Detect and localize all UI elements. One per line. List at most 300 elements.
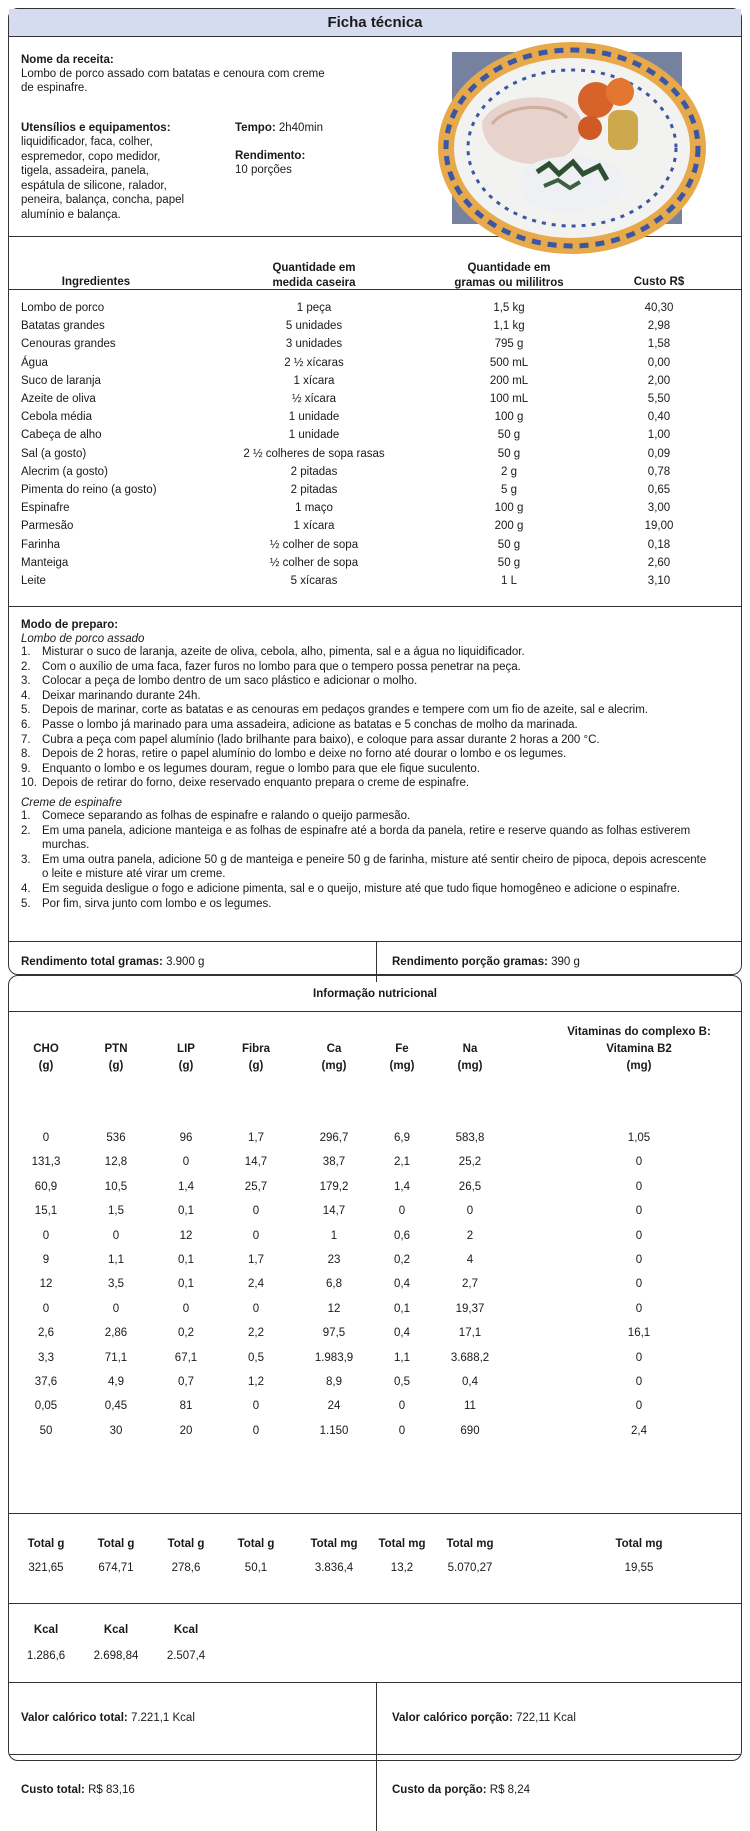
nutrient-value: 0,1 [178, 1205, 194, 1218]
nutrient-value: 296,7 [319, 1132, 349, 1144]
table-row [9, 335, 741, 353]
nutrient-value: 2,4 [631, 1424, 647, 1437]
nutrient-value: 25,7 [244, 1180, 268, 1193]
nutrient-unit: (mg) [321, 1060, 347, 1072]
table-row [9, 572, 741, 590]
nutrient-unit: (g) [38, 1060, 54, 1072]
nutrient-value: 1 [330, 1229, 338, 1242]
ingredient-grams: 2 g [501, 465, 517, 478]
recipe-name-line1: Lombo de porco assado com batatas e cenoura com creme [21, 68, 325, 80]
nutrient-value: 30 [109, 1424, 123, 1437]
section1-title: Lombo de porco assado [21, 633, 145, 645]
nutrient-value: 0,2 [394, 1254, 410, 1266]
table-row [9, 317, 741, 335]
table-row [9, 481, 741, 499]
nutrient-value: 0 [398, 1400, 406, 1413]
nutrient-value: 38,7 [322, 1156, 346, 1169]
ingredient-grams: 50 g [497, 556, 521, 569]
ingredient-name: Cebola média [21, 411, 92, 424]
nutrient-header [549, 1041, 729, 1075]
nutrient-value: 15,1 [34, 1205, 58, 1218]
yield-total [21, 955, 204, 970]
step-number: 3. [21, 675, 31, 688]
step-item [21, 689, 729, 704]
total-value: 321,65 [28, 1562, 64, 1574]
nutrient-value: 12 [179, 1229, 193, 1242]
step-item [21, 674, 729, 689]
nutrient-header [375, 1041, 429, 1075]
nutrient-header [87, 1041, 145, 1075]
nutrient-value: 2 [466, 1229, 474, 1242]
step-text: Depois de retirar do forno, deixe reservado enquanto prepara o creme de espinafre. [42, 777, 470, 790]
col-header-measure-line2: medida caseira [272, 276, 356, 289]
nutrient-value: 0 [42, 1132, 50, 1144]
nutrient-value: 71,1 [104, 1351, 128, 1364]
nutrient-value: 8,9 [326, 1376, 342, 1388]
nutrient-value: 1.150 [319, 1424, 349, 1437]
total-label: Total mg [615, 1538, 663, 1550]
ingredient-grams: 100 g [494, 411, 524, 424]
nutrient-value: 20 [179, 1424, 193, 1437]
nutrient-value: 0 [635, 1278, 643, 1291]
tools-label: Utensílios e equipamentos: [21, 122, 171, 134]
nutrient-name: LIP [177, 1043, 195, 1055]
nutrient-value: 0 [112, 1302, 120, 1315]
nutrient-value: 0 [635, 1156, 643, 1169]
calorie-summary [9, 1683, 741, 1755]
nutrient-value: 11 [464, 1400, 476, 1413]
nutrient-value: 0 [635, 1302, 643, 1315]
nutrient-value: 4,9 [108, 1376, 124, 1388]
col-header-grams-line1: Quantidade em [467, 262, 551, 274]
nutrient-value: 0 [182, 1156, 190, 1169]
table-row [9, 517, 741, 535]
ingredient-cost: 3,00 [647, 502, 671, 515]
nutrient-value: 0,2 [178, 1327, 194, 1340]
nutrient-value: 81 [179, 1400, 193, 1413]
ingredient-grams: 1,1 kg [493, 320, 525, 333]
yield-portion-value: 390 g [551, 956, 580, 968]
nutrient-value: 10,5 [104, 1180, 128, 1193]
nutrient-value: 16,1 [627, 1327, 651, 1340]
tools-line: alumínio e balança. [21, 208, 121, 221]
ingredient-name: Sal (a gosto) [21, 447, 87, 460]
nutrient-value: 9 [42, 1254, 50, 1266]
tools-line: peneira, balança, concha, papel [21, 194, 185, 206]
col-header-grams-line2: gramas ou mililitros [454, 276, 564, 289]
preparation-label: Modo de preparo: [21, 619, 119, 631]
nutrient-value: 0 [42, 1229, 50, 1242]
total-label: Total mg [446, 1538, 494, 1550]
step-number: 3. [21, 853, 31, 866]
divider [376, 1755, 377, 1831]
nutrient-value: 0 [182, 1302, 190, 1315]
step-item [21, 882, 729, 897]
nutrient-value: 25,2 [458, 1156, 482, 1169]
step-item [21, 747, 729, 762]
ingredient-grams: 1 L [501, 575, 517, 587]
step-number: 4. [21, 882, 31, 895]
ingredient-name: Água [21, 356, 48, 369]
preparation-section [9, 607, 741, 942]
ingredient-measure: ½ xícara [291, 393, 337, 405]
cost-portion-label: Custo da porção: [392, 1784, 487, 1796]
nutrient-value: 26,5 [458, 1180, 482, 1193]
cost-total-value: R$ 83,16 [88, 1784, 135, 1796]
ingredient-name: Lombo de porco [21, 302, 105, 314]
ingredient-cost: 2,60 [647, 556, 671, 569]
table-row [9, 426, 741, 444]
nutrient-value: 1,2 [248, 1376, 264, 1388]
nutrient-value: 179,2 [319, 1180, 349, 1193]
nutrient-unit: (g) [248, 1060, 264, 1072]
ingredients-header-line [9, 289, 741, 290]
nutrient-value: 0,6 [394, 1229, 410, 1242]
nutrient-value: 37,6 [34, 1376, 58, 1388]
step-text: Deixar marinando durante 24h. [42, 689, 201, 702]
nutrient-value: 0,5 [248, 1351, 264, 1364]
col-header-measure-line1: Quantidade em [272, 262, 356, 274]
ingredient-measure: 1 maço [295, 502, 333, 515]
section2-title: Creme de espinafre [21, 796, 122, 809]
nutrient-value: 14,7 [322, 1205, 346, 1218]
total-value: 278,6 [171, 1562, 201, 1574]
step-number: 5. [21, 897, 31, 910]
ingredient-grams: 795 g [494, 338, 524, 351]
total-value: 674,71 [98, 1562, 134, 1574]
nutrient-value: 1,4 [178, 1180, 194, 1193]
nutrient-value: 12,8 [104, 1156, 128, 1169]
nutrient-value: 1,1 [394, 1351, 410, 1364]
step-number: 1. [21, 646, 31, 658]
table-row [9, 554, 741, 572]
nutrient-value: 2,6 [38, 1327, 54, 1340]
ingredient-measure: 2 pitadas [290, 484, 338, 496]
kcal-row [9, 1604, 741, 1683]
nutrient-value: 0 [252, 1229, 260, 1242]
divider [376, 1683, 377, 1754]
col-header-measure [209, 261, 419, 290]
nutrient-value: 0,4 [462, 1376, 478, 1388]
nutrient-value: 0,1 [178, 1254, 194, 1266]
step-item [21, 645, 729, 660]
step-text: Passe o lombo já marinado para uma assadeira, adicione as batatas e 5 conchas de molho da marinada. [42, 718, 578, 731]
ingredient-cost: 5,50 [647, 393, 671, 405]
recipe-name-line2: de espinafre. [21, 82, 88, 94]
nutrient-value: 0 [252, 1400, 260, 1413]
nutrient-value: 0,4 [394, 1327, 410, 1340]
step-text: murchas. [42, 839, 90, 852]
nutrient-name: Fibra [241, 1043, 271, 1055]
kcal-label: Kcal [103, 1624, 129, 1636]
nutrient-value: 1.983,9 [314, 1351, 354, 1364]
nutrient-value: 2,7 [462, 1278, 478, 1291]
col-header-cost: Custo R$ [633, 276, 685, 288]
time-field [235, 121, 323, 136]
nutrient-value: 3,3 [38, 1351, 54, 1364]
calorie-total-value: 7.221,1 Kcal [130, 1712, 195, 1724]
ingredient-name: Leite [21, 575, 46, 587]
time-value: 2h40min [278, 122, 323, 134]
ingredient-grams: 200 mL [489, 374, 529, 387]
nutrient-value: 50 [39, 1424, 53, 1437]
ingredient-name: Parmesão [21, 520, 74, 533]
step-text: Em seguida desligue o fogo e adicione pimenta, sal e o queijo, misture até que tudo fique homogêneo e adicione o espinafre. [42, 882, 681, 895]
nutrient-value: 2,86 [104, 1327, 128, 1340]
step-item [21, 853, 729, 882]
section2-steps [21, 809, 729, 911]
step-text: Com o auxílio de uma faca, fazer furos no lombo para que o tempero possa penetrar na peça. [42, 660, 521, 673]
nutrient-value: 2,1 [394, 1156, 410, 1169]
calorie-total-label: Valor calórico total: [21, 1712, 128, 1724]
nutrient-value: 0 [635, 1229, 643, 1242]
ingredient-cost: 2,00 [647, 374, 671, 387]
nutrient-value: 1,05 [627, 1132, 651, 1144]
nutrient-value: 12 [39, 1278, 53, 1291]
total-label: Total g [97, 1538, 135, 1550]
kcal-value: 1.286,6 [26, 1650, 66, 1662]
step-number: 9. [21, 762, 31, 775]
cost-portion [392, 1783, 530, 1798]
nutrient-value: 0 [635, 1254, 643, 1266]
ingredient-name: Cabeça de alho [21, 429, 102, 442]
nutrient-value: 0,1 [394, 1302, 410, 1315]
ingredient-measure: 2 ½ colheres de sopa rasas [243, 447, 385, 460]
nutrient-value: 1,1 [108, 1254, 124, 1266]
nutrient-value: 0 [635, 1400, 643, 1413]
nutrient-value: 0 [635, 1376, 643, 1388]
ingredient-name: Batatas grandes [21, 320, 105, 333]
ingredient-cost: 0,65 [647, 484, 671, 496]
ingredient-name: Cenouras grandes [21, 338, 116, 351]
ingredient-measure: 1 peça [296, 302, 332, 314]
table-row [9, 445, 741, 463]
nutrient-value: 0 [252, 1302, 260, 1315]
nutrient-value: 1,7 [248, 1132, 264, 1144]
nutrient-value: 14,7 [244, 1156, 268, 1169]
nutrient-value: 0 [466, 1205, 474, 1218]
step-number: 4. [21, 689, 31, 702]
nutrient-value: 0 [635, 1205, 643, 1218]
nutrient-header [227, 1041, 285, 1075]
step-item [21, 809, 729, 824]
nutrient-value: 0,7 [178, 1376, 194, 1388]
nutrient-value: 23 [327, 1254, 341, 1266]
nutrient-name: PTN [104, 1043, 128, 1055]
nutrient-value: 0,05 [34, 1400, 58, 1413]
ingredient-measure: 1 xícara [293, 520, 335, 533]
nutrient-value: 0 [42, 1302, 50, 1315]
calorie-total [21, 1711, 195, 1726]
ingredient-measure: 1 unidade [288, 429, 340, 442]
total-value: 3.836,4 [314, 1562, 354, 1574]
nutrient-value: 583,8 [455, 1132, 485, 1144]
ingredient-cost: 0,40 [647, 411, 671, 424]
ingredient-measure: 2 ½ xícaras [284, 356, 344, 369]
ingredient-measure: 1 unidade [288, 411, 340, 424]
ingredient-cost: 1,00 [647, 429, 671, 442]
table-row [9, 536, 741, 554]
step-text: Depois de 2 horas, retire o papel alumínio do lombo e deixe no forno até dourar o lombo e os legumes. [42, 748, 567, 761]
total-value: 50,1 [244, 1562, 268, 1574]
calorie-portion [392, 1711, 576, 1726]
nutrient-value: 2,4 [248, 1278, 264, 1291]
step-item [21, 703, 729, 718]
kcal-label: Kcal [173, 1624, 199, 1636]
yield-portion [392, 955, 580, 970]
recipe-header [9, 37, 741, 237]
total-label: Total mg [378, 1538, 426, 1550]
ingredient-name: Pimenta do reino (a gosto) [21, 484, 157, 496]
step-number: 7. [21, 733, 31, 746]
table-row [9, 499, 741, 517]
nutrient-value: 4 [466, 1254, 474, 1266]
nutrient-value: 2,2 [248, 1327, 264, 1340]
step-item [21, 660, 729, 675]
yield-total-label: Rendimento total gramas: [21, 956, 163, 968]
ingredient-measure: ½ colher de sopa [269, 538, 359, 551]
yield-total-value: 3.900 g [166, 956, 205, 968]
step-text: Cubra a peça com papel alumínio (lado brilhante para baixo), e coloque para assar durante 2 horas a 200 °C. [42, 733, 600, 746]
yield-label: Rendimento: [235, 150, 306, 162]
nutrient-value: 6,8 [326, 1278, 342, 1291]
step-text: Em uma panela, adicione manteiga e as folhas de espinafre até a borda da panela, retire e reserve quando as folhas estiverem [42, 824, 691, 837]
ingredient-measure: ½ colher de sopa [269, 556, 359, 569]
nutrient-value: 19,37 [455, 1302, 485, 1315]
nutrient-value: 0 [635, 1351, 643, 1364]
nutrient-value: 12 [327, 1302, 341, 1315]
ingredient-name: Espinafre [21, 502, 70, 515]
table-row [9, 299, 741, 317]
step-text: Enquanto o lombo e os legumes douram, regue o lombo para que ele fique suculento. [42, 762, 480, 775]
ingredient-name: Azeite de oliva [21, 393, 96, 405]
totals-row [9, 1514, 741, 1604]
ingredient-cost: 2,98 [647, 320, 671, 333]
nutrient-value: 96 [179, 1132, 193, 1144]
nutrient-unit: (mg) [457, 1060, 483, 1072]
section1-steps [21, 645, 729, 791]
ingredient-grams: 1,5 kg [493, 302, 525, 314]
table-row [9, 408, 741, 426]
cost-summary [9, 1755, 741, 1831]
tools-line: tigela, assadeira, panela, [21, 165, 149, 177]
nutrient-name: Ca [326, 1043, 342, 1055]
cost-portion-value: R$ 8,24 [489, 1784, 531, 1796]
nutrient-name: Fe [395, 1043, 409, 1055]
nutrient-unit: (g) [108, 1060, 124, 1072]
step-text: Em uma outra panela, adicione 50 g de manteiga e peneire 50 g de farinha, misture até sentir cheiro de pipoca, depois acrescente [42, 853, 707, 866]
ingredient-grams: 200 g [494, 520, 524, 533]
ingredient-measure: 2 pitadas [290, 465, 338, 478]
nutrient-value: 536 [106, 1132, 126, 1144]
cost-total [21, 1783, 135, 1798]
total-label: Total g [167, 1538, 205, 1550]
ingredient-measure: 1 xícara [293, 374, 335, 387]
ingredient-name: Farinha [21, 538, 60, 551]
ingredient-cost: 40,30 [644, 302, 674, 314]
ingredients-table [9, 237, 741, 607]
step-number: 2. [21, 660, 31, 673]
nutrient-value: 690 [460, 1424, 480, 1437]
recipe-name-label: Nome da receita: [21, 54, 114, 66]
step-item [21, 733, 729, 748]
step-number: 6. [21, 718, 31, 731]
step-item [21, 897, 729, 912]
total-label: Total g [27, 1538, 65, 1550]
ingredient-cost: 0,09 [647, 447, 671, 460]
nutrient-value: 60,9 [34, 1180, 58, 1193]
nutrient-value: 0 [252, 1205, 260, 1218]
tools-line: espátula de silicone, ralador, [21, 179, 167, 192]
nutrient-unit: (g) [178, 1060, 194, 1072]
time-label: Tempo: [235, 122, 276, 134]
nutrient-unit: (mg) [389, 1060, 415, 1072]
tools-line: liquidificador, faca, colher, [21, 136, 153, 148]
nutrient-value: 67,1 [174, 1351, 198, 1364]
step-text: o leite e misture até virar um creme. [42, 868, 226, 881]
ingredient-measure: 3 unidades [285, 338, 343, 351]
kcal-value: 2.507,4 [166, 1650, 206, 1662]
kcal-value: 2.698,84 [93, 1650, 139, 1662]
ingredient-cost: 0,00 [647, 356, 671, 369]
step-text: Depois de marinar, corte as batatas e as cenouras em pedaços grandes e tempere com um fio de azeite, sal e alecrim. [42, 704, 648, 717]
nutrient-value: 97,5 [322, 1327, 346, 1340]
nutrition-table [9, 1012, 741, 1514]
nutrient-value: 1,7 [248, 1254, 264, 1266]
ingredient-grams: 50 g [497, 429, 521, 442]
nutrient-unit: (mg) [626, 1060, 652, 1072]
total-value: 5.070,27 [447, 1562, 493, 1574]
dish-photo [452, 52, 682, 224]
step-item [21, 776, 729, 791]
nutrient-value: 24 [327, 1400, 341, 1413]
nutrient-value: 3,5 [108, 1278, 124, 1291]
step-number: 10. [21, 777, 37, 790]
ingredient-name: Manteiga [21, 556, 69, 569]
nutrient-value: 6,9 [394, 1132, 410, 1144]
nutrient-value: 0 [635, 1180, 643, 1193]
ingredient-grams: 500 mL [489, 356, 529, 369]
page-title: Ficha técnica [9, 9, 741, 37]
nutrient-header [19, 1041, 73, 1075]
nutrient-value: 0,5 [394, 1376, 410, 1388]
ingredient-measure: 5 xícaras [290, 575, 338, 587]
nutrition-card [8, 975, 742, 1796]
ingredient-name: Suco de laranja [21, 374, 101, 387]
nutrient-value: 0 [398, 1424, 406, 1437]
table-row [9, 354, 741, 372]
nutrient-value: 1,4 [394, 1180, 410, 1193]
step-number: 8. [21, 748, 31, 761]
kcal-label: Kcal [33, 1624, 59, 1636]
ingredient-cost: 19,00 [644, 520, 674, 533]
nutrient-name: Vitamina B2 [606, 1043, 672, 1055]
nutrient-header [159, 1041, 213, 1075]
ingredient-cost: 0,78 [647, 465, 671, 478]
table-row [9, 372, 741, 390]
calorie-portion-label: Valor calórico porção: [392, 1712, 513, 1724]
ingredient-grams: 50 g [497, 538, 521, 551]
ingredient-grams: 50 g [497, 447, 521, 460]
total-value: 19,55 [624, 1562, 654, 1574]
nutrient-value: 1,5 [108, 1205, 124, 1218]
tools-list [21, 135, 184, 222]
step-number: 2. [21, 824, 31, 837]
step-text: Colocar a peça de lombo dentro de um saco plástico e adicionar o molho. [42, 675, 418, 688]
nutrient-value: 0,45 [104, 1400, 128, 1413]
nutrient-name: Na [462, 1043, 478, 1055]
nutrient-value: 17,1 [458, 1327, 482, 1340]
